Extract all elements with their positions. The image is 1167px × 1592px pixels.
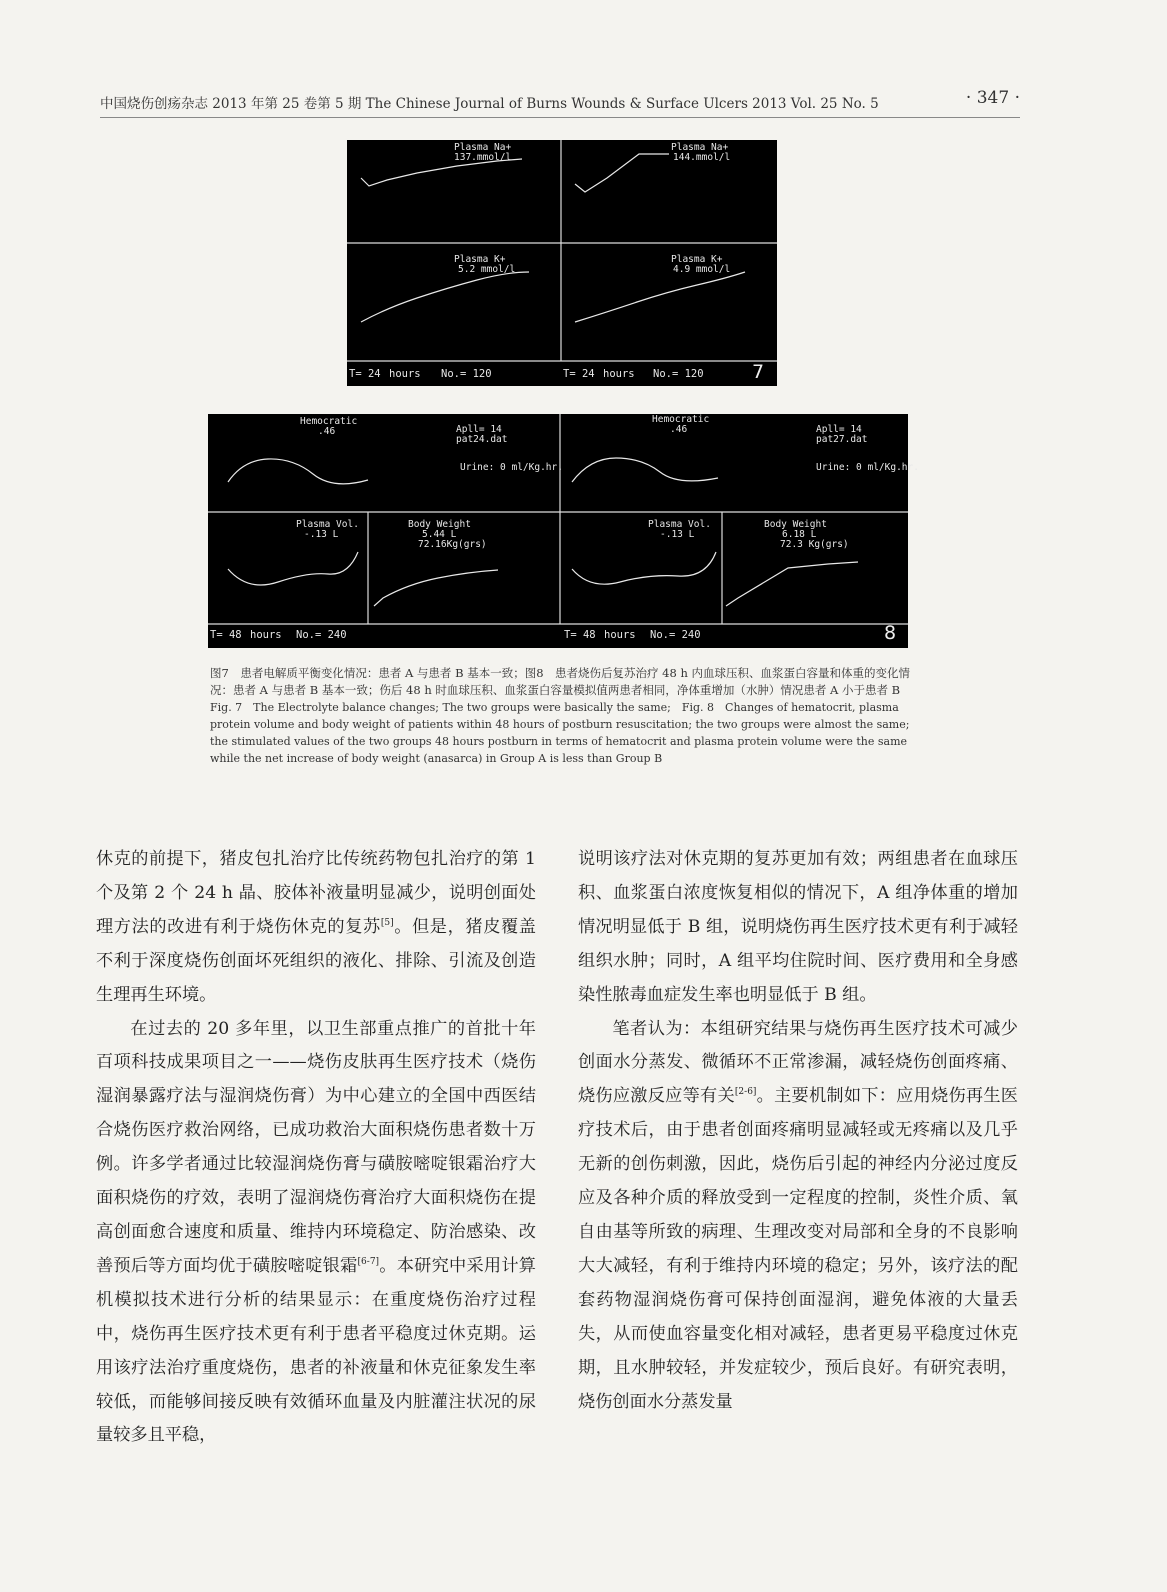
fig8a-bw-value1: 5.44 L	[422, 529, 457, 540]
fig7a-k-label: Plasma K+	[454, 254, 506, 265]
fig8b-bw-curve	[726, 562, 858, 606]
left-p1-text: 休克的前提下，猪皮包扎治疗比传统药物包扎治疗的第 1 个及第 2 个 24 h 晶、胶体补液量明显减少，说明创面处理方法的改进有利于烧伤休克的复苏	[96, 849, 536, 937]
fig8b-urine: Urine: 0 ml/Kg.hr.	[816, 462, 919, 473]
fig8b-apll: Apll= 14	[816, 424, 862, 435]
fig7b-footer-hours: hours	[603, 368, 635, 380]
right-p2-text: 笔者认为：本组研究结果与烧伤再生医疗技术可减少创面水分蒸发、微循环不正常渗漏，减轻烧伤创面疼痛、烧伤应激反应等有关	[578, 1018, 1018, 1107]
left-paragraph-2	[96, 1013, 536, 1454]
fig7a-na-value: 137.mmol/l	[454, 152, 512, 163]
body-column-left	[96, 843, 536, 1453]
figure-caption	[210, 665, 910, 767]
fig8a-urine: Urine: 0 ml/Kg.hr.	[460, 462, 563, 473]
left-p2-tail: 。本研究中采用计算机模拟技术进行分析的结果显示：在重度烧伤治疗过程中，烧伤再生医疗技术更有利于患者平稳度过休克期。运用该疗法治疗重度烧伤，患者的补液量和休克征象发生率较低，而能够间接反映有效循环血量及内脏灌注状况的尿量较多且平稳，	[96, 1255, 536, 1446]
citation-ref: [5]	[380, 917, 394, 928]
fig8b-pv-value: -.13 L	[660, 529, 695, 540]
figure-7-graphic	[347, 140, 777, 386]
right-paragraph-2	[578, 1013, 1018, 1420]
fig8b-footer-no: No.= 240	[650, 629, 701, 641]
fig7a-na-curve	[361, 159, 522, 186]
fig7b-na-value: 144.mmol/l	[673, 152, 731, 163]
fig8b-hemo-label: Hemocratic	[652, 414, 710, 425]
fig8a-apll: Apll= 14	[456, 424, 502, 435]
fig8b-bw-label: Body Weight	[764, 519, 827, 530]
fig7b-k-label: Plasma K+	[671, 254, 723, 265]
fig8a-file: pat24.dat	[456, 434, 508, 445]
fig7b-na-curve	[575, 154, 669, 192]
fig8a-hemo-label: Hemocratic	[300, 416, 358, 427]
fig8a-footer-hours: hours	[250, 629, 282, 641]
fig8a-hemo-curve	[228, 459, 368, 484]
fig8b-hemo-value: .46	[670, 424, 688, 435]
running-header	[100, 88, 1020, 114]
fig7a-k-value: 5.2 mmol/l	[458, 264, 516, 275]
fig7b-footer-no: No.= 120	[653, 368, 704, 380]
fig8a-footer-no: No.= 240	[296, 629, 347, 641]
fig7a-footer-no: No.= 120	[441, 368, 492, 380]
fig8b-bw-value1: 6.18 L	[782, 529, 817, 540]
fig7a-footer-hours: hours	[389, 368, 421, 380]
fig8a-pv-curve	[228, 552, 358, 585]
fig8a-pv-label: Plasma Vol.	[296, 519, 359, 530]
fig8a-bw-value2: 72.16Kg(grs)	[418, 539, 487, 550]
left-p2-text: 在过去的 20 多年里，以卫生部重点推广的首批十年百项科技成果项目之一——烧伤皮肤再生医疗技术（烧伤湿润暴露疗法与湿润烧伤膏）为中心建立的全国中西医结合烧伤医疗救治网络，已成功救治大面积烧伤患者数十万例。许多学者通过比较湿润烧伤膏与磺胺嘧啶银霜治疗大面积烧伤的疗效，表明了湿润烧伤膏治疗大面积烧伤在提高创面愈合速度和质量、维持内环境稳定、防治感染、改善预后等方面均优于磺胺嘧啶银霜	[96, 1018, 536, 1276]
fig8a-footer-t: T= 48	[210, 629, 242, 641]
figure-7	[347, 140, 777, 386]
left-p1-tail: 。但是，猪皮覆盖不利于深度烧伤创面坏死组织的液化、排除、引流及创造生理再生环境。	[96, 916, 536, 1005]
figure-8	[208, 414, 919, 648]
fig8b-hemo-curve	[572, 458, 718, 482]
right-p2-tail: 。主要机制如下：应用烧伤再生医疗技术后，由于患者创面疼痛明显减轻或无疼痛以及几乎无新的创伤刺激，因此，烧伤后引起的神经内分泌过度反应及各种介质的释放受到一定程度的控制，炎性介质、氧自由基等所致的病理、生理改变对局部和全身的不良影响大大减轻，有利于维持内环境的稳定；另外，该疗法的配套药物湿润烧伤膏可保持创面湿润，避免体液的大量丢失，从而使血容量变化相对减轻，患者更易平稳度过休克期，且水肿较轻，并发症较少，预后良好。有研究表明，烧伤创面水分蒸发量	[578, 1086, 1018, 1412]
fig8b-footer-hours: hours	[604, 629, 636, 641]
fig8-number: 8	[884, 622, 897, 644]
fig8b-file: pat27.dat	[816, 434, 868, 445]
journal-header: 中国烧伤创疡杂志 2013 年第 25 卷第 5 期 The Chinese Journal of Burns Wounds & Surface Ulcers 2013 Vol. 25 No. 5	[100, 96, 879, 112]
fig8a-hemo-value: .46	[318, 426, 336, 437]
fig7a-k-curve	[361, 272, 529, 322]
fig8b-pv-curve	[572, 552, 716, 584]
fig7a-na-label: Plasma Na+	[454, 142, 512, 153]
fig8b-bw-value2: 72.3 Kg(grs)	[780, 539, 849, 550]
figure-8-graphic	[208, 414, 919, 648]
fig8a-bw-label: Body Weight	[408, 519, 471, 530]
caption-en: Fig. 7 The Electrolyte balance changes; The two groups were basically the same; Fig. 8 Changes of hematocrit, plasma protein volume and body weight of patients within 48 hours of postburn resuscitation; the two groups were almost the same; the stimulated values of the two groups 48 hours postburn in terms of hematocrit and plasma protein volume were the same while the net increase of body weight (anasarca) in Group A is less than Group B	[210, 701, 910, 765]
right-paragraph-1: 说明该疗法对休克期的复苏更加有效；两组患者在血球压积、血浆蛋白浓度恢复相似的情况下，A 组净体重的增加情况明显低于 B 组，说明烧伤再生医疗技术更有利于减轻组织水肿；同时，A 组平均住院时间、医疗费用和全身感染性脓毒血症发生率也明显低于 B 组。	[578, 849, 1018, 1005]
fig7b-k-curve	[575, 272, 745, 322]
fig8a-bw-curve	[374, 570, 498, 606]
fig7b-na-label: Plasma Na+	[671, 142, 729, 153]
citation-ref: [2-6]	[734, 1087, 757, 1098]
fig7b-footer-t: T= 24	[563, 368, 595, 380]
caption-zh: 图7 患者电解质平衡变化情况：患者 A 与患者 B 基本一致；图8 患者烧伤后复苏治疗 48 h 内血球压积、血浆蛋白容量和体重的变化情况：患者 A 与患者 B 基本一致；伤后 48 h 时血球压积、血浆蛋白容量模拟值两患者相同，净体重增加（水肿）情况患者 A 小于患者 B	[210, 666, 911, 697]
body-column-right	[578, 843, 1018, 1419]
fig7a-footer-t: T= 24	[349, 368, 381, 380]
fig8b-footer-t: T= 48	[564, 629, 596, 641]
fig8a-pv-value: -.13 L	[304, 529, 339, 540]
page-number: · 347 ·	[965, 88, 1020, 108]
citation-ref: [6-7]	[357, 1256, 380, 1267]
header-rule	[100, 117, 1020, 118]
left-paragraph-1	[96, 843, 536, 1013]
fig7b-k-value: 4.9 mmol/l	[673, 264, 731, 275]
fig7-number: 7	[752, 361, 765, 383]
fig8b-pv-label: Plasma Vol.	[648, 519, 711, 530]
